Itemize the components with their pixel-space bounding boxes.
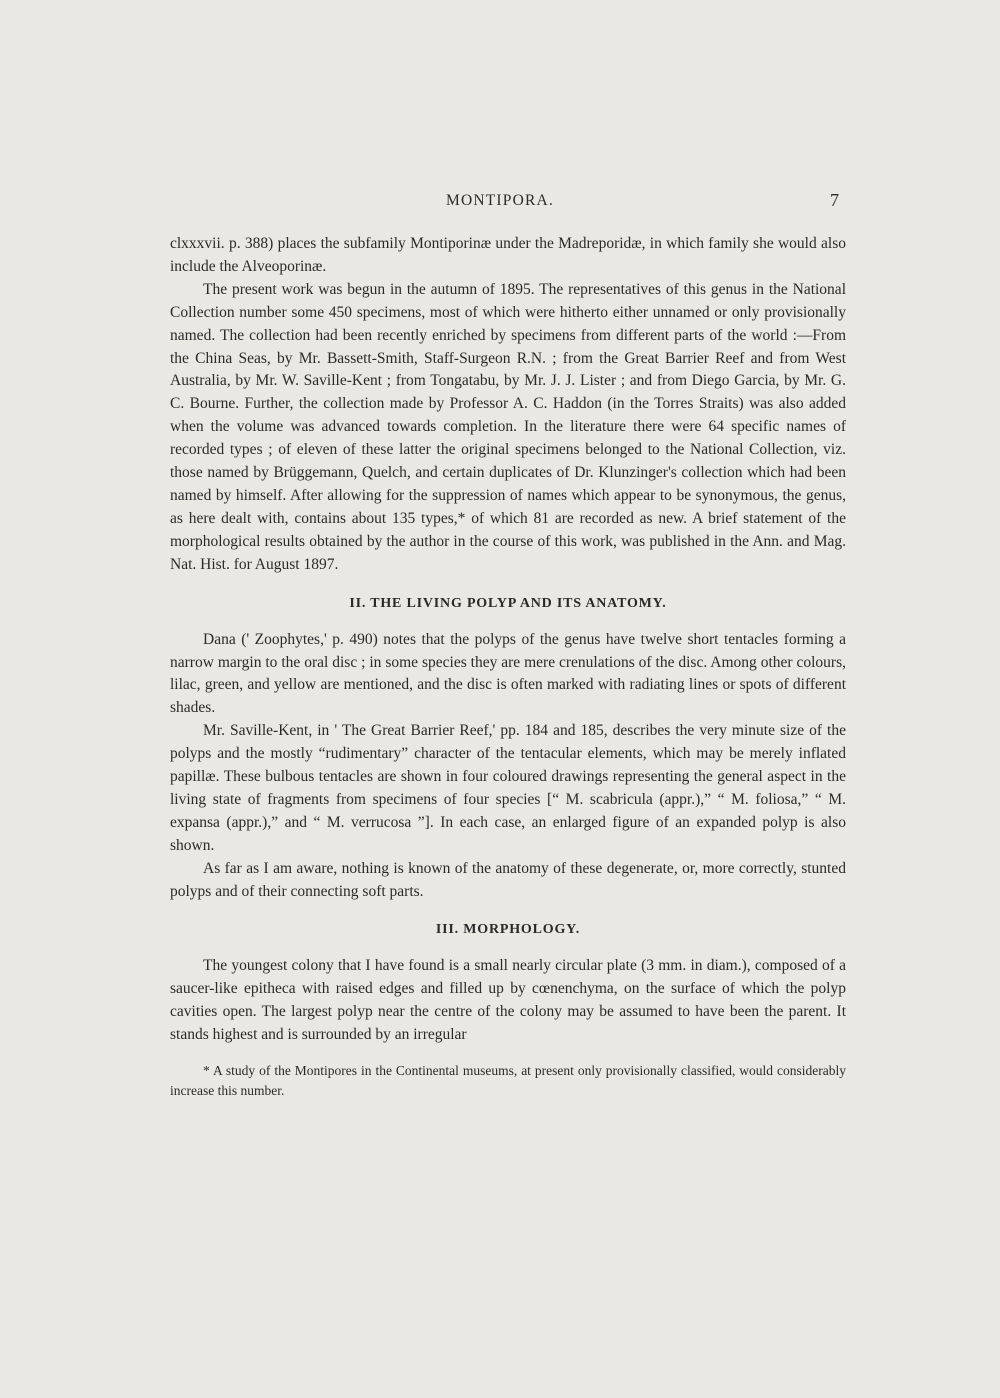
paragraph-collection: The present work was begun in the autumn of 1895. The representatives of this genus in the National Collection number some 450 specimens, most of which were hitherto either unnamed or only provisionally named. The collection had been recently enriched by specimens from different parts of the world :—From the China Seas, by Mr. Bassett-Smith, Staff-Surgeon R.N. ; from the Great Barrier Reef and from West Australia, by Mr. W. Saville-Kent ; from Tongatabu, by Mr. J. J. Lister ; and from Diego Garcia, by Mr. G. C. Bourne. Further, the collection made by Professor A. C. Haddon (in the Torres Straits) was also added when the volume was advanced towards completion. In the literature there were 64 specific names of recorded types ; of eleven of these latter the original specimens belonged to the National Collection, viz. those named by Brüggemann, Quelch, and certain duplicates of Dr. Klunzinger's collection which had been named by himself. After allowing for the suppression of names which appear to be synonymous, the genus, as here dealt with, contains about 135 types,* of which 81 are recorded as new. A brief statement of the morphological results obtained by the author in the course of this work, was published in the Ann. and Mag. Nat. Hist. for August 1897. xyxy=(170,280,846,573)
footnote xyxy=(170,1061,846,1101)
body-text xyxy=(170,233,846,1101)
running-title: MONTIPORA. xyxy=(445,192,555,209)
paragraph-anatomy: As far as I am aware, nothing is known of the anatomy of these degenerate, or, more correctly, stunted polyps and of their connecting soft parts. xyxy=(170,859,846,900)
paragraph-saville-kent: Mr. Saville-Kent, in ' The Great Barrier Reef,' pp. 184 and 185, describes the very minute size of the polyps and the mostly “rudimentary” character of the tentacular elements, which may be merely inflated papillæ. These bulbous tentacles are shown in four coloured drawings representing the general aspect in the living state of fragments from specimens of four species [“ M. scabricula (appr.),” “ M. foliosa,” “ M. expansa (appr.),” and “ M. verrucosa ”]. In each case, an enlarged figure of an expanded polyp is also shown. xyxy=(170,722,846,854)
section-heading-morphology: III. MORPHOLOGY. xyxy=(435,922,581,938)
footnote-text: * A study of the Montipores in the Continental museums, at present only provisionally classified, would considerably increase this number. xyxy=(170,1063,846,1099)
section-heading-living-polyp: II. THE LIVING POLYP AND ITS ANATOMY. xyxy=(349,595,667,611)
paragraph-continuation: clxxxvii. p. 388) places the subfamily Montiporinæ under the Madreporidæ, in which family she would also include the Alveoporinæ. xyxy=(170,235,846,275)
page-number: 7 xyxy=(830,190,839,210)
paragraph-youngest-colony: The youngest colony that I have found is a small nearly circular plate (3 mm. in diam.), composed of a saucer-like epitheca with raised edges and filled up by cœnenchyma, on the surface of which the polyp cavities open. The largest polyp near the centre of the colony may be assumed to have been the parent. It stands highest and is surrounded by an irregular xyxy=(170,957,846,1044)
paragraph-dana: Dana (' Zoophytes,' p. 490) notes that the polyps of the genus have twelve short tentacles forming a narrow margin to the oral disc ; in some species they are mere crenulations of the disc. Among other colours, lilac, green, and yellow are mentioned, and the disc is often marked with radiating lines or spots of different shades. xyxy=(170,630,846,717)
